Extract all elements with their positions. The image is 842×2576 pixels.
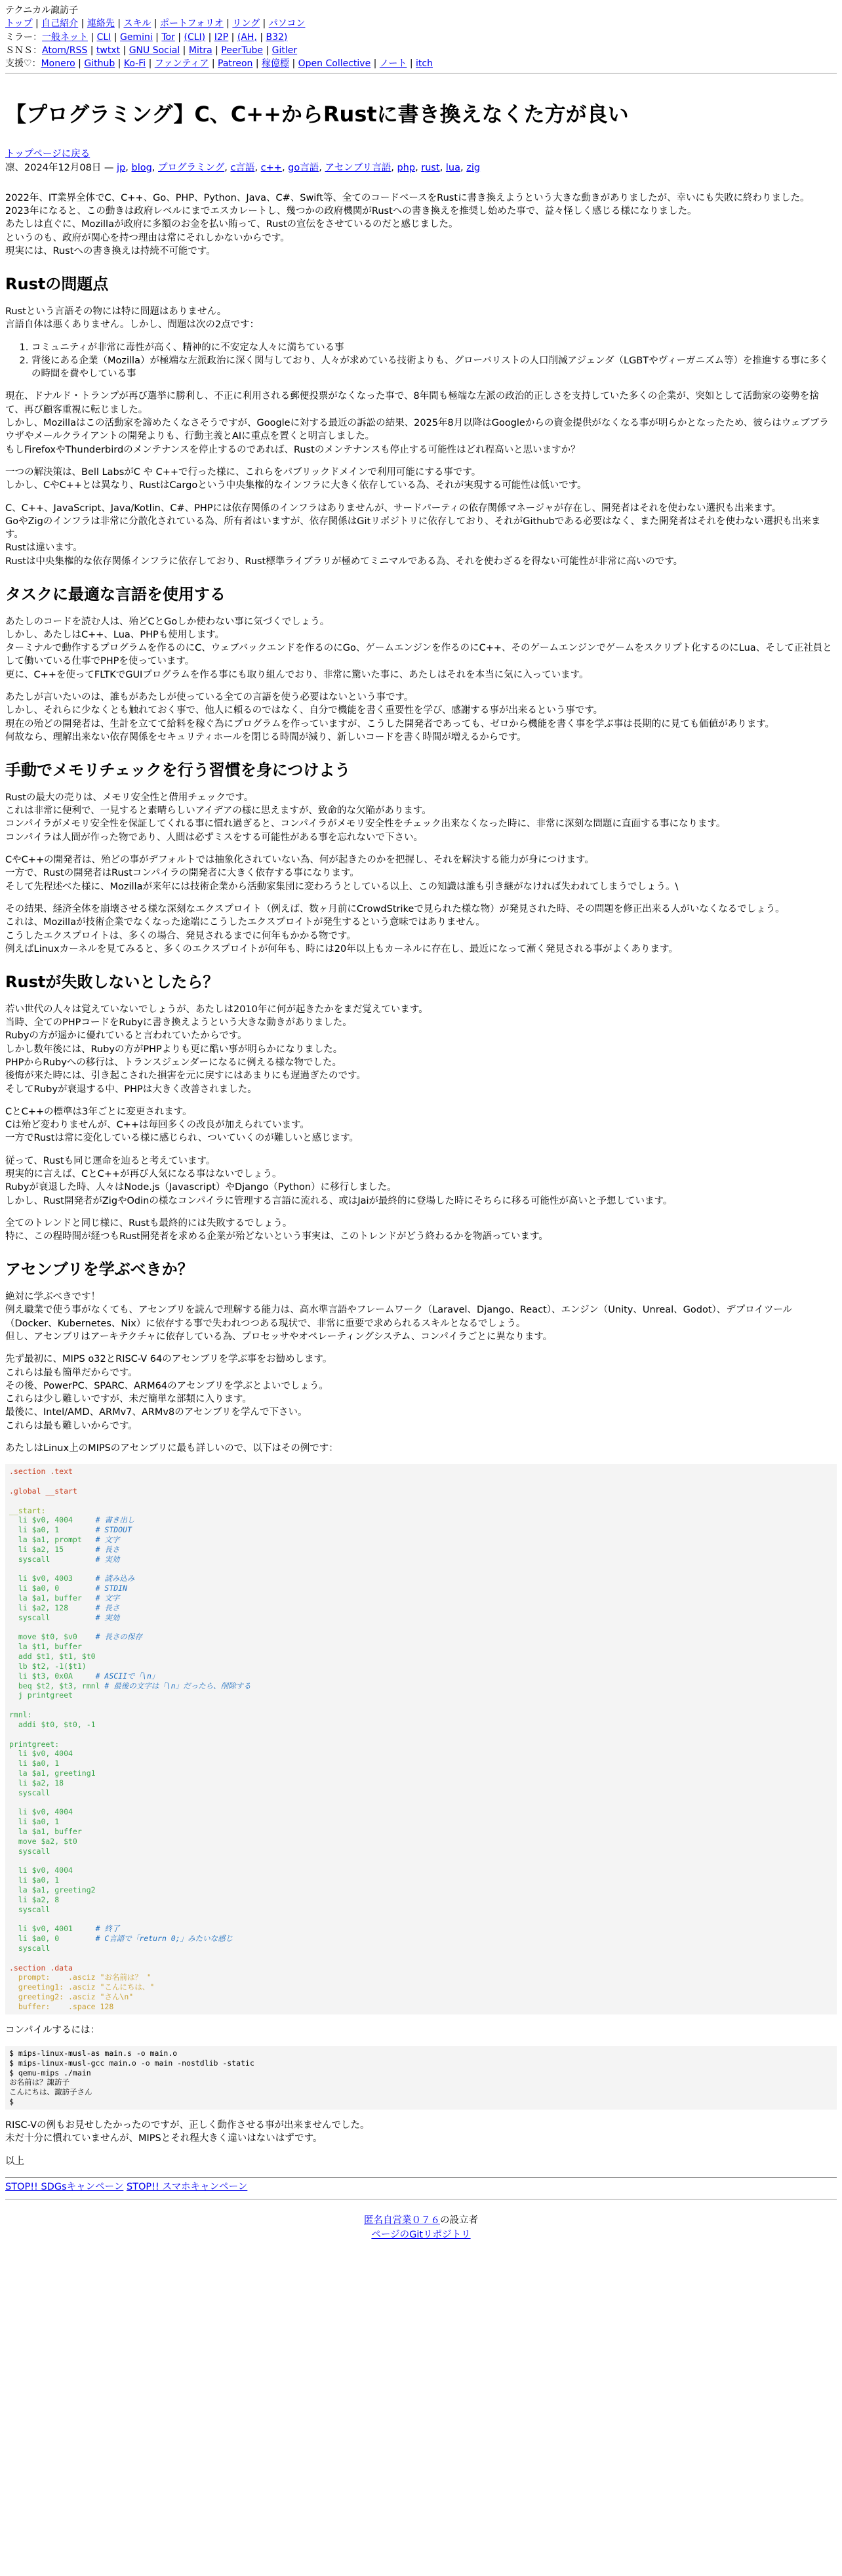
sns-link[interactable]: Atom/RSS	[42, 45, 88, 56]
article-date: 凛、2024年12月08日 —	[5, 162, 114, 173]
code-token: # STDOUT	[95, 1525, 132, 1535]
code-token: addi $t0, $t0, -1	[9, 1719, 96, 1729]
nav-link[interactable]: ポートフォリオ	[159, 18, 224, 30]
code-token: # 文字	[95, 1593, 120, 1603]
site-header	[5, 4, 837, 70]
separator: |	[88, 31, 97, 43]
paragraph: 先ず最初に、MIPS o32とRISC-V 64のアセンブリを学ぶ事をお勧めします。 これらは最も簡単だからです。 その後、PowerPC、SPARC、ARM64のアセンブリを学ぶとよいでしょう。 これらは少し難しいですが、未だ簡単な部類に入ります。 最後に、Intel/AMD、ARMv7、ARMv8のアセンブリを学んで下さい。 これらは最も難しいからです。	[5, 1354, 332, 1431]
paragraph: あたしが言いたいのは、誰もがあたしが使っている全ての言語を使う必要はないという事です。 しかし、それらに少なくとも触れておく事で、他人に頼るのではなく、自分で機能を書く重要性を学び、感謝する事が出来るという事です。 現在の殆どの開発者は、生計を立てて給料を稼ぐ為にプログラムを作っていますが、こうした開発者であっても、ゼロから機能を書く事を学ぶ事は長期的に見ても価値があります。 何故なら、理解出来ない依存関係をセキュリティホールを閉じる時間が減り、新しいコードを書く時間が増えるからです。	[5, 692, 775, 743]
intro-paragraph: 2022年、IT業界全体でC、C++、Go、PHP、Python、Java、C#、Swift等、全てのコードベースをRustに書き換えようという大きな動きがありましたが、幸いにも失敗に終わりました。 2023年になると、この動きは政府レベルにまでエスカレートし、幾つかの政府機関がRustへの書き換えを推奨し始めた事で、益々怪しく感じる様になりました。 あたしは直ぐに、Mozillaが政府に多額のお金を払い賄って、Rustの宣伝をさせているのだと感じました。 というのも、政府が関心を持つ理由は常にそれしかないからです。 現実には、Rustへの書き換えは持続不可能です。	[5, 192, 810, 257]
tag-link[interactable]: rust	[421, 162, 440, 173]
nav-link[interactable]: リング	[232, 18, 260, 30]
code-token: li $v0, 4004	[9, 1515, 96, 1525]
section-heading: 手動でメモリチェックを行う習慣を身につけよう	[5, 761, 351, 780]
list-item: 1. コミュニティが非常に毒性が高く、精神的に不安定な人々に満ちている事	[31, 341, 837, 354]
tag-link[interactable]: c++	[260, 162, 282, 173]
separator: |	[78, 18, 87, 30]
paragraph: 全てのトレンドと同じ様に、Rustも最終的には失敗するでしょう。 特に、この程時間が経つもRust開発者を求める企業が殆どないという事実は、このトレンドがどう終わるかを物語っています。	[5, 1217, 548, 1242]
separator: |	[209, 58, 218, 70]
support-row	[5, 57, 837, 70]
code-token: # 最後の文字は「\n」だったら、削除する	[104, 1681, 251, 1690]
code-token: # 実効	[95, 1554, 120, 1564]
separator: |	[115, 58, 124, 70]
paragraph: あたしはLinux上のMIPSのアセンブリに最も詳しいので、以下はその例です：	[5, 1443, 338, 1454]
section-heading: Rustの問題点	[5, 275, 109, 294]
code-token: syscall	[9, 1846, 50, 1856]
terminal-block: $ mips-linux-musl-as main.s -o main.o $ mips-linux-musl-gcc main.o -o main -nostdlib -static $ qemu-mips ./main お名前は？諏訪子 こんにちは、諏訪子さん $	[5, 2046, 837, 2110]
support-link[interactable]: itch	[416, 58, 433, 70]
code-token: li $v0, 4001	[9, 1924, 96, 1934]
paragraph: 現在、ドナルド・トランプが再び選挙に勝利し、不正に利用される郵便投票がなくなった事で、8年間も極端な左派の政治的正しさを支持していた多くの企業が、突如として活動家の姿勢を捨て、再び顧客重視に転じました。 しかし、Mozillaはこの活動家を諦めたくなさそうですが、Googleに対する最近の訴訟の結果、2025年8月以降はGoogleからの資金提供がなくなる事が明らかとなったため、彼らはウェブブラウザやメールクライアントの開発よりも、行動主義とAIに重点を置くと明言しました。 もしFirefoxやThunderbirdのメンテナンスを停止するのであれば、Rustのメンテナンスも停止する可能性はどれ程高いと思いますか？	[5, 391, 829, 455]
site-title: テクニカル諏訪子	[5, 5, 79, 16]
separator: |	[252, 58, 262, 70]
separator: |	[111, 31, 120, 43]
code-token: syscall	[9, 1612, 96, 1622]
code-token: li $v0, 4004	[9, 1749, 73, 1759]
code-token: j printgreet	[9, 1690, 73, 1700]
code-token: printgreet:	[9, 1739, 60, 1749]
separator: |	[205, 31, 214, 43]
code-token: li $a0, 1	[9, 1875, 60, 1885]
code-token: .section .text	[9, 1467, 73, 1477]
code-token: .global __start	[9, 1486, 77, 1496]
mirror-link[interactable]: Tor	[161, 31, 175, 43]
sns-row	[5, 44, 837, 57]
tag-link[interactable]: blog	[131, 162, 152, 173]
code-token: buffer: .space 128	[9, 2001, 114, 2011]
paragraph: Rustの最大の売りは、メモリ安全性と借用チェックです。 これは非常に便利で、一見すると素晴らしいアイデアの様に思えますが、致命的な欠陥があります。 コンパイラがメモリ安全性を保証してくれる事に慣れ過ぎると、コンパイラがメモリ安全性をチェック出来なくなった時に、非常に深刻な問題に直面する事になります。 コンパイラは人間が作った物であり、人間は必ずミスをする可能性がある事を忘れないで下さい。	[5, 792, 726, 843]
sns-link[interactable]: GNU Social	[129, 45, 180, 56]
mirror-link[interactable]: I2P	[214, 31, 229, 43]
code-token: la $t1, buffer	[9, 1642, 82, 1652]
campaign-links	[5, 2180, 837, 2194]
code-token: rmnl:	[9, 1710, 32, 1720]
support-link[interactable]: Monero	[41, 58, 75, 70]
code-token: # STDIN	[95, 1584, 128, 1593]
founder-suffix: の設立者	[440, 2215, 478, 2226]
support-link[interactable]: ファンティア	[154, 58, 209, 70]
separator: |	[407, 58, 416, 70]
campaign-link[interactable]: STOP!! SDGsキャンペーン	[5, 2181, 124, 2192]
code-token: prompt: .asciz "お名前は？ "	[9, 1973, 151, 1982]
code-token: syscall	[9, 1904, 50, 1914]
paragraph: 従って、Rustも同じ運命を辿ると考えています。 現実的に言えば、CとC++が再び人気になる事はないでしょう。 Rubyが衰退した時、人々はNode.js（Javascript）やDjango（Python）に移行しました。 しかし、Rust開発者がZigやOdinの様なコンパイラに管理する言語に流れる、或はJaiが最終的に登場した時にそちらに移る可能性が高いと予想しています。	[5, 1155, 673, 1206]
separator: |	[256, 31, 266, 43]
sns-link[interactable]: Gitler	[271, 45, 298, 56]
section-heading: タスクに最適な言語を使用する	[5, 585, 226, 603]
code-token: la $a1, greeting2	[9, 1885, 96, 1894]
mirror-link[interactable]: (CLI)	[184, 31, 206, 43]
tag-link[interactable]: c言語	[230, 162, 255, 173]
campaign-link[interactable]: STOP!! スマホキャンペーン	[126, 2181, 248, 2192]
code-token: li $a0, 0	[9, 1934, 96, 1944]
separator: |	[263, 45, 272, 56]
code-token: li $a2, 18	[9, 1778, 64, 1788]
code-token: li $a0, 1	[9, 1759, 60, 1768]
code-token: li $v0, 4004	[9, 1807, 73, 1817]
code-token: # 実効	[95, 1612, 120, 1622]
sns-link[interactable]: twtxt	[96, 45, 121, 56]
separator: |	[260, 18, 269, 30]
support-link[interactable]: Github	[84, 58, 115, 70]
code-token: # 終了	[95, 1924, 120, 1934]
mirror-link[interactable]: (AH,	[237, 31, 257, 43]
sns-link[interactable]: Mitra	[188, 45, 212, 56]
code-token: la $a1, buffer	[9, 1593, 96, 1603]
nav-link[interactable]: スキル	[123, 18, 151, 30]
list-item: 2. 背後にある企業（Mozilla）が極端な左派政治に深く関与しており、人々が求めている技術よりも、グローバリストの人口削減アジェンダ（LGBTやヴィーガニズム等）を推進する事に多くの時間を費やしている事	[31, 354, 837, 381]
code-token: beq $t2, $t3, rmnl	[9, 1681, 105, 1690]
code-token: # 文字	[95, 1535, 120, 1545]
nav-link[interactable]: パソコン	[268, 18, 306, 30]
support-link[interactable]: 稼億標	[262, 58, 290, 70]
paragraph: C、C++、JavaScript、Java/Kotlin、C#、PHPには依存関係のインフラはありませんが、サードパーティの依存関係マネージャが存在し、開発者はそれを使わない選択も出来ます。 GoやZigのインフラは非常に分散化されている為、所有者はいますが、依存関係はGitリポジトリに依存しており、それがGithubである必要はなく、また開発者はそれを使わない選択も出来ます。 Rustは違います。 Rustは中央集権的な依存関係インフラに依存しており、Rust標準ライブラリが極めてミニマルである為、それを使わざるを得ない可能性が非常に高いのです。	[5, 502, 821, 567]
compile-intro: コンパイルするには：	[5, 2024, 100, 2035]
paragraph: 一つの解決策は、Bell LabsがC や C++で行った様に、これらをパブリックドメインで利用可能にする事です。 しかし、CやC++とは異なり、RustはCargoという中央集権的なインフラに大きく依存している為、それが実現する可能性は低いです。	[5, 466, 587, 491]
nav-link[interactable]: 自己紹介	[41, 18, 79, 30]
code-token: greeting2: .asciz "さん\n"	[9, 1992, 134, 2002]
nav-link[interactable]: 連絡先	[87, 18, 115, 30]
sns-label: ＳＮＳ：	[5, 45, 42, 56]
paragraph: 絶対に学ぶべきです！ 例え職業で使う事がなくても、アセンブリを読んで理解する能力は、高水準言語やフレームワーク（Laravel、Django、React）、エンジン（Unity、Unreal、Godot）、デプロイツール（Docker、Kubernetes、Nix）に依存する事で失われつつある現状で、非常に重要で求められるスキルとなるでしょう。 但し、アセンブリはアーキテクチャに依存している為、プロセッサやオペレーティングシステム、コンパイラごとに異なります。	[5, 1292, 793, 1342]
founder-link[interactable]: 匿名自営業０７６	[364, 2215, 440, 2226]
code-token: li $a2, 8	[9, 1894, 60, 1904]
code-token: # 長さの保存	[95, 1632, 142, 1642]
code-token: add $t1, $t1, $t0	[9, 1652, 96, 1662]
code-token: # C言語で「return 0;」みたいな感じ	[95, 1934, 233, 1944]
paragraph: 若い世代の人々は覚えていないでしょうが、あたしは2010年に何が起きたかをまだ覚えています。 当時、全てのPHPコードをRubyに書き換えようという大きな動きがありました。 Rubyの方が遥かに優れていると言われていたからです。 しかし数年後には、Rubyの方がPHPよりも更に酷い事が明らかになりました。 PHPからRubyへの移行は、トランスジェンダーになるに例える様な物でした。 後悔が来た時には、引き起こされた損害を元に戻すにはあまりにも遅過ぎたのです。 そしてRubyが衰退する中、PHPは大きく改善されました。	[5, 1004, 428, 1095]
mirror-link[interactable]: Gemini	[119, 31, 153, 43]
tag-link[interactable]: jp	[117, 162, 126, 173]
code-token: # ASCIIで「\n」	[95, 1671, 159, 1681]
code-token: li $a2, 15	[9, 1544, 96, 1554]
code-token: move $t0, $v0	[9, 1632, 96, 1642]
code-token: la $a1, buffer	[9, 1826, 82, 1836]
tag-link[interactable]: zig	[466, 162, 481, 173]
code-token: syscall	[9, 1788, 50, 1797]
code-token: li $a0, 1	[9, 1525, 96, 1535]
tag-link[interactable]: lua	[445, 162, 461, 173]
paragraph: あたしのコードを読む人は、殆どCとGoしか使わない事に気づくでしょう。 しかし、あたしはC++、Lua、PHPも使用します。 ターミナルで動作するプログラムを作るのにC、ウェブバックエンドを作るのにGo、ゲームエンジンを作るのにC++、そのゲームエンジンでゲームをスクリプト化するのにLua、そして正社員として働いている仕事でPHPを使っています。 更に、C++を使ってFLTKでGUIプログラムを作る事にも取り組んでおり、非常に驚いた事に、あたしはそれを本当に気に入っています。	[5, 616, 832, 680]
code-token: li $a2, 128	[9, 1603, 96, 1612]
separator: |	[152, 31, 162, 43]
tag-link[interactable]: go言語	[288, 162, 319, 173]
code-token: syscall	[9, 1943, 50, 1953]
paragraph: CやC++の開発者は、殆どの事がデフォルトでは抽象化されていない為、何が起きたのかを把握し、それを解決する能力が身につけます。 一方で、Rustの開発者はRustコンパイラの開発者に大きく依存する事になります。 そして先程述べた様に、Mozillaが来年には技術企業から活動家集団に変わろうとしている以上、この知識は誰も引き継がなければ失われてしまうでしょう。\	[5, 855, 679, 892]
mirror-link[interactable]: CLI	[96, 31, 111, 43]
back-to-top-link[interactable]: トップページに戻る	[5, 149, 90, 160]
code-token: lb $t2, -1($t1)	[9, 1661, 87, 1671]
closing-end: 以上	[5, 2156, 24, 2167]
nav-row	[5, 17, 837, 30]
mirror-label: ミラー：	[5, 31, 42, 43]
support-link[interactable]: Patreon	[218, 58, 253, 70]
code-token: # 書き出し	[95, 1515, 135, 1525]
code-token: .section .data	[9, 1963, 73, 1973]
separator: |	[146, 58, 155, 70]
code-token: syscall	[9, 1554, 96, 1564]
code-token: li $v0, 4003	[9, 1574, 96, 1584]
separator: |	[75, 58, 85, 70]
article-title: 【プログラミング】C、C++からRustに書き換えなくた方が良い	[5, 102, 629, 127]
asm-code-block	[5, 1464, 837, 2014]
separator: |	[180, 45, 189, 56]
separator: |	[120, 45, 129, 56]
sns-link[interactable]: PeerTube	[221, 45, 264, 56]
separator: |	[87, 45, 96, 56]
code-token: # 読み込み	[95, 1574, 135, 1584]
code-token: la $a1, greeting1	[9, 1768, 96, 1778]
article-meta	[5, 161, 837, 174]
section-heading: アセンブリを学ぶべきか？	[5, 1260, 193, 1279]
article-sections	[5, 274, 837, 1455]
support-label: 支援♡：	[5, 58, 41, 70]
tag-link[interactable]: php	[397, 162, 416, 173]
code-token: la $a1, prompt	[9, 1535, 96, 1545]
tag-list: jp, blog, プログラミング, c言語, c++, go言語, アセンブリ言語, php, rust, lua, zig	[117, 162, 481, 173]
tag-link[interactable]: プログラミング	[158, 162, 225, 173]
separator: |	[289, 58, 298, 70]
nav-link[interactable]: トップ	[5, 18, 33, 30]
code-token: # 長さ	[95, 1603, 120, 1612]
footer	[5, 2214, 837, 2243]
separator: |	[371, 58, 380, 70]
closing-paragraph: RISC-Vの例もお見せしたかったのですが、正しく動作させる事が出来ませんでした。 未だ十分に慣れていませんが、MIPSとそれ程大きく違いはないはずです。	[5, 2119, 370, 2144]
separator: |	[174, 31, 184, 43]
mirror-row	[5, 31, 837, 44]
paragraph: その結果、経済全体を崩壊させる様な深刻なエクスプロイト（例えば、数ヶ月前にCrowdStrikeで見られた様な物）が発見された時、その問題を修正出来る人がいなくなるでしょう。 これは、Mozillaが技術企業でなくなった途端にこうしたエクスプロイトが発生するという意味ではありません。 こうしたエクスプロイトは、多くの場合、発見されるまでに何年もかかる物です。 例えばLinuxカーネルを見てみると、多くのエクスプロイトが何年も、時には20年以上もカーネルに存在し、最近になって漸く発見される事がよくあります。	[5, 903, 785, 954]
separator: |	[151, 18, 160, 30]
separator: |	[212, 45, 222, 56]
separator: |	[114, 18, 124, 30]
tag-link[interactable]: アセンブリ言語	[325, 162, 391, 173]
support-link[interactable]: Ko-Fi	[123, 58, 146, 70]
mirror-link[interactable]: 一般ネット	[42, 31, 88, 43]
paragraph: Rustという言語その物には特に問題はありません。 言語自体は悪くありません。しかし、問題は次の2点です：	[5, 306, 260, 331]
code-token: __start:	[9, 1505, 46, 1515]
separator: |	[223, 18, 233, 30]
code-token: # 長さ	[95, 1544, 120, 1554]
git-repo-link[interactable]: ページのGitリポジトリ	[371, 2229, 471, 2240]
numbered-list	[5, 341, 837, 381]
code-token: greeting1: .asciz "こんにちは、"	[9, 1982, 155, 1992]
bottom-divider	[5, 2177, 837, 2178]
code-token: li $t3, 0x0A	[9, 1671, 96, 1681]
code-token: li $a0, 0	[9, 1584, 96, 1593]
section-heading: Rustが失敗しないとしたら？	[5, 973, 219, 992]
separator: |	[32, 18, 42, 30]
support-link[interactable]: Open Collective	[298, 58, 371, 70]
paragraph: CとC++の標準は3年ごとに変更されます。 Cは殆ど変わりませんが、C++は毎回多くの改良が加えられています。 一方でRustは常に変化している様に感じられ、ついていくのが難しいと感じます。	[5, 1106, 359, 1144]
code-token: move $a2, $t0	[9, 1836, 77, 1846]
code-token: li $a0, 1	[9, 1817, 60, 1827]
code-token: li $v0, 4004	[9, 1866, 73, 1875]
back-link-wrap	[5, 148, 837, 161]
separator: |	[228, 31, 237, 43]
mirror-link[interactable]: B32)	[266, 31, 288, 43]
support-link[interactable]: ノート	[379, 58, 407, 70]
